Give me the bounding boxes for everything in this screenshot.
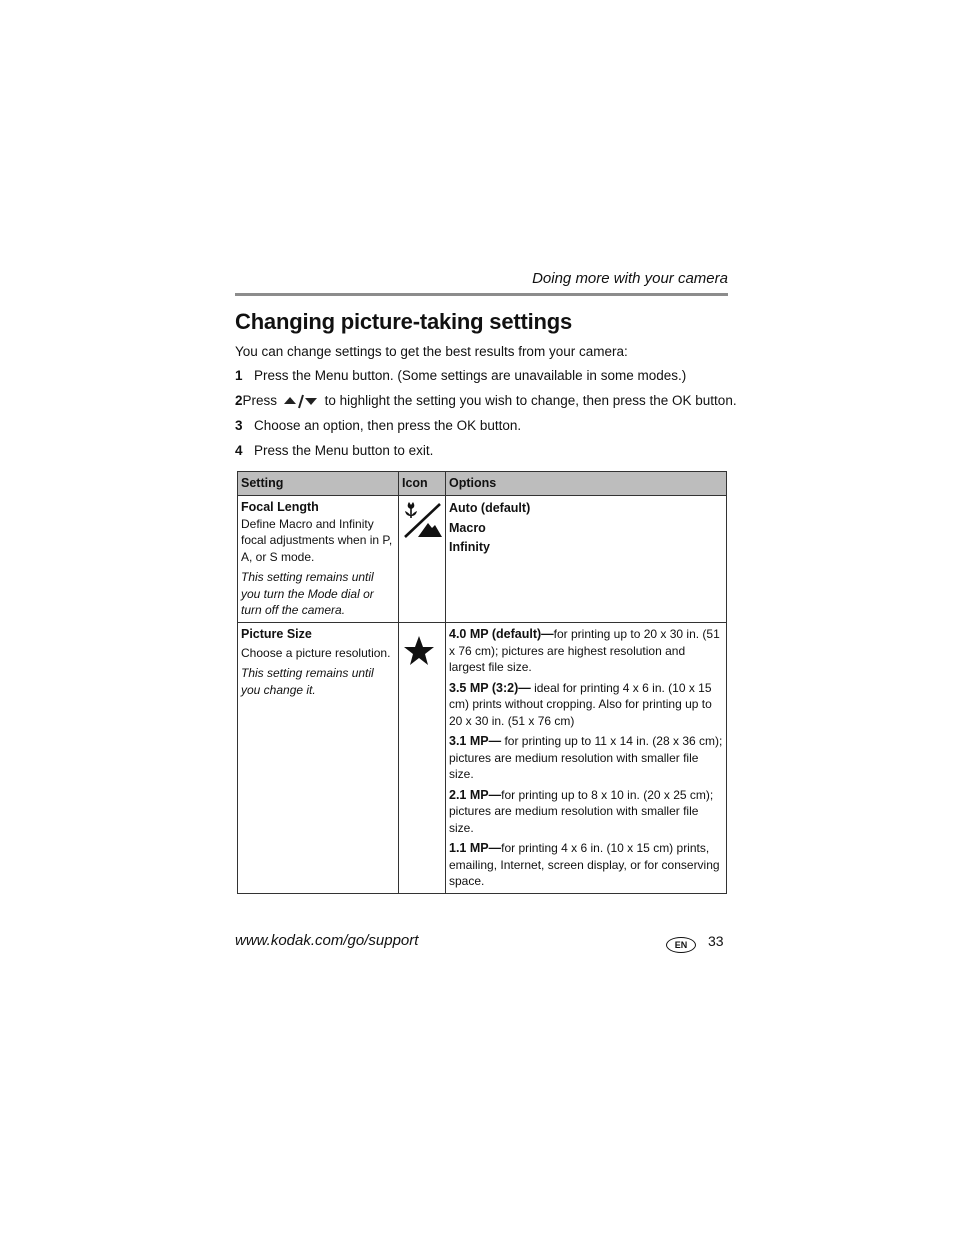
column-header-icon: Icon [399, 472, 446, 496]
option-auto: Auto (default) [449, 501, 531, 515]
option-text: for printing 4 x 6 in. (10 x 15 cm) prints, emailing, Internet, screen display, or for conserving space. [449, 841, 720, 888]
option-label: 1.1 MP— [449, 841, 502, 855]
option-text: ideal for printing 4 x 6 in. (10 x 15 cm) prints without cropping. Also for printing up to 20 x 30 in. (51 x 76 cm) [449, 680, 712, 728]
column-header-setting: Setting [238, 472, 399, 496]
step-2 [235, 393, 735, 418]
step-number: 1 [235, 368, 243, 383]
option-1-1mp [449, 840, 723, 890]
step-4 [235, 443, 735, 468]
macro-infinity-icon [402, 528, 442, 542]
step-text [243, 393, 737, 409]
step-number: 2 [235, 393, 243, 408]
header-rule [235, 293, 728, 296]
setting-description: Define Macro and Infinity focal adjustments when in P, A, or S mode. [241, 516, 393, 564]
steps-list [235, 368, 735, 468]
option-2-1mp [449, 787, 723, 837]
option-label: 2.1 MP— [449, 787, 502, 802]
page-title: Changing picture-taking settings [235, 309, 573, 334]
option-text: for printing up to 8 x 10 in. (20 x 25 cm); pictures are medium resolution with smaller file size. [449, 787, 714, 835]
step-number: 3 [235, 418, 243, 433]
settings-table [237, 471, 727, 894]
setting-note: This setting remains until you turn the Mode dial or turn off the camera. [241, 570, 374, 617]
column-header-options: Options [446, 472, 727, 496]
option-text: for printing up to 11 x 14 in. (28 x 36 cm); pictures are medium resolution with smaller file size. [449, 734, 723, 781]
option-label: 4.0 MP (default)— [449, 627, 554, 641]
setting-name: Picture Size [241, 627, 312, 641]
option-label: 3.5 MP (3:2)— [449, 680, 531, 695]
language-badge: EN [666, 937, 696, 953]
step-text: Press the Menu button to exit. [254, 443, 434, 458]
option-infinity: Infinity [449, 540, 490, 554]
step-text-before: Press [242, 393, 278, 408]
icon-cell [399, 496, 446, 623]
option-4mp [449, 626, 723, 676]
page-number: 33 [708, 933, 724, 949]
options-cell [446, 496, 727, 623]
table-row [238, 623, 727, 894]
star-icon [402, 657, 436, 671]
option-3-5mp [449, 680, 723, 730]
option-macro: Macro [449, 520, 486, 535]
setting-cell [238, 623, 399, 894]
step-text-after: to highlight the setting you wish to change, then press the OK button. [324, 393, 737, 408]
intro-text: You can change settings to get the best results from your camera: [235, 344, 628, 359]
section-header: Doing more with your camera [532, 270, 728, 287]
setting-name: Focal Length [241, 500, 319, 514]
option-label: 3.1 MP— [449, 734, 502, 748]
table-header-row [238, 472, 727, 496]
setting-note: This setting remains until you change it. [241, 666, 374, 697]
step-text: Choose an option, then press the OK button. [254, 418, 522, 433]
setting-cell [238, 496, 399, 623]
step-text: Press the Menu button. (Some settings are unavailable in some modes.) [254, 368, 687, 383]
up-down-arrows-icon [283, 393, 319, 409]
setting-description: Choose a picture resolution. [241, 645, 391, 660]
step-1 [235, 368, 735, 393]
step-number: 4 [235, 443, 243, 458]
options-cell [446, 623, 727, 894]
table-row [238, 496, 727, 623]
option-3-1mp [449, 733, 723, 783]
support-url: www.kodak.com/go/support [235, 932, 419, 949]
option-text: for printing up to 20 x 30 in. (51 x 76 cm); pictures are highest resolution and largest file size. [449, 627, 720, 674]
icon-cell [399, 623, 446, 894]
step-3 [235, 418, 735, 443]
